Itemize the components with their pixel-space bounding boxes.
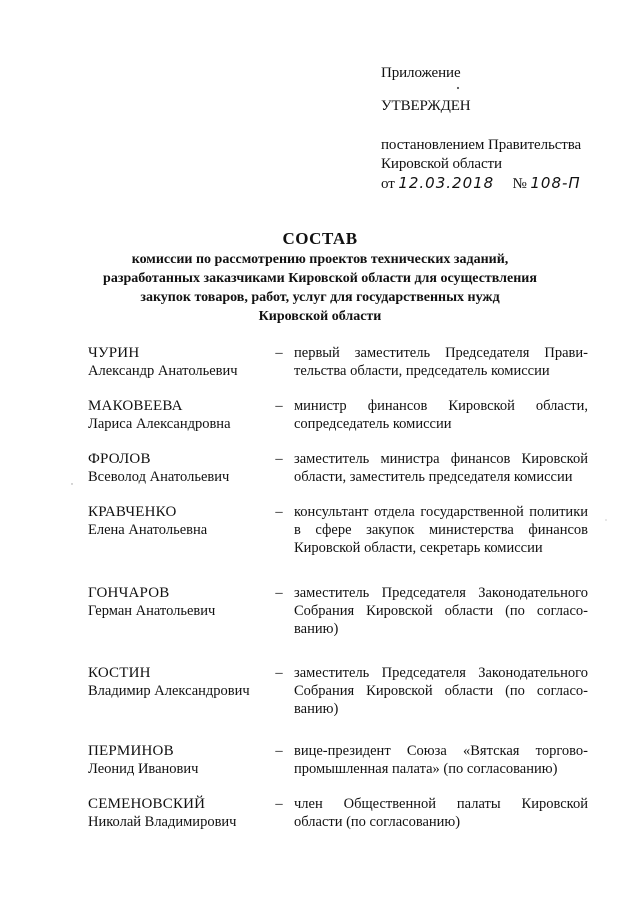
dash-separator: – bbox=[275, 451, 283, 467]
dash-separator: – bbox=[275, 796, 283, 812]
dash-separator: – bbox=[275, 398, 283, 414]
member-row bbox=[88, 450, 588, 486]
member-name bbox=[88, 450, 264, 486]
member-given-names: Герман Анатольевич bbox=[88, 603, 216, 619]
member-row bbox=[88, 344, 588, 380]
title-line-1: комиссии по рассмотрению проектов технических заданий, bbox=[131, 252, 509, 267]
member-given-names: Леонид Иванович bbox=[88, 761, 199, 777]
approved-label: УТВЕРЖДЕН bbox=[381, 98, 471, 114]
approval-block bbox=[381, 64, 611, 194]
title-main: СОСТАВ bbox=[282, 229, 358, 248]
member-row bbox=[88, 795, 588, 831]
member-role: заместитель министра финансов Кировской области, заместитель председателя комиссии bbox=[294, 451, 588, 485]
member-surname: СЕМЕНОВСКИЙ bbox=[88, 796, 206, 812]
member-given-names: Лариса Александровна bbox=[88, 416, 231, 432]
member-surname: КРАВЧЕНКО bbox=[88, 504, 177, 520]
member-name bbox=[88, 664, 264, 700]
member-name bbox=[88, 397, 264, 433]
member-surname: МАКОВЕЕВА bbox=[88, 398, 183, 414]
member-row bbox=[88, 742, 588, 778]
member-row bbox=[88, 503, 588, 557]
member-surname: ПЕРМИНОВ bbox=[88, 743, 174, 759]
member-role: член Общественной палаты Кировской области (по согласованию) bbox=[294, 796, 588, 830]
dash-separator: – bbox=[275, 345, 283, 361]
member-role: вице-президент Союза «Вятская торгово-промышленная палата» (по согласованию) bbox=[294, 743, 588, 777]
member-name bbox=[88, 344, 264, 380]
annex-label: Приложение bbox=[381, 65, 461, 81]
dash-separator: – bbox=[275, 504, 283, 520]
members-list bbox=[88, 344, 588, 848]
member-role: консультант отдела государственной политики в сфере закупок министерства финансов Кировской области, секретарь комиссии bbox=[294, 504, 588, 556]
member-given-names: Владимир Александрович bbox=[88, 683, 250, 699]
title-line-2: разработанных заказчиками Кировской области для осуществления bbox=[103, 271, 537, 286]
dash-separator: – bbox=[275, 665, 283, 681]
member-role: заместитель Председателя Законодательного Собрания Кировской области (по согласо-ванию) bbox=[294, 585, 588, 637]
title-line-3: закупок товаров, работ, услуг для государственных нужд bbox=[140, 290, 500, 305]
member-role: заместитель Председателя Законодательного Собрания Кировской области (по согласо-ванию) bbox=[294, 665, 588, 717]
member-name bbox=[88, 584, 264, 620]
decree-line-2: Кировской области bbox=[381, 156, 502, 172]
member-surname: ГОНЧАРОВ bbox=[88, 585, 170, 601]
member-surname: ЧУРИН bbox=[88, 345, 140, 361]
member-given-names: Александр Анатольевич bbox=[88, 363, 238, 379]
title-line-4: Кировской области bbox=[258, 309, 382, 324]
member-given-names: Всеволод Анатольевич bbox=[88, 469, 230, 485]
dash-separator: – bbox=[275, 585, 283, 601]
member-given-names: Николай Владимирович bbox=[88, 814, 237, 830]
decree-line-1: постановлением Правительства bbox=[381, 137, 582, 153]
number-sign: № bbox=[512, 176, 527, 192]
member-row bbox=[88, 584, 588, 638]
member-role: первый заместитель Председателя Прави-тельства области, председатель комиссии bbox=[294, 345, 588, 379]
member-name bbox=[88, 742, 264, 778]
member-role: министр финансов Кировской области, сопредседатель комиссии bbox=[294, 398, 588, 432]
member-name bbox=[88, 503, 264, 539]
handwritten-number: 108-П bbox=[530, 174, 581, 192]
member-given-names: Елена Анатольевна bbox=[88, 522, 208, 538]
member-row bbox=[88, 664, 588, 718]
member-name bbox=[88, 795, 264, 831]
document-title bbox=[70, 228, 570, 326]
decree-date-line bbox=[381, 174, 611, 194]
member-surname: КОСТИН bbox=[88, 665, 151, 681]
handwritten-date: 12.03.2018 bbox=[398, 174, 495, 192]
date-prefix: от bbox=[381, 176, 395, 192]
member-row bbox=[88, 397, 588, 433]
dash-separator: – bbox=[275, 743, 283, 759]
member-surname: ФРОЛОВ bbox=[88, 451, 151, 467]
